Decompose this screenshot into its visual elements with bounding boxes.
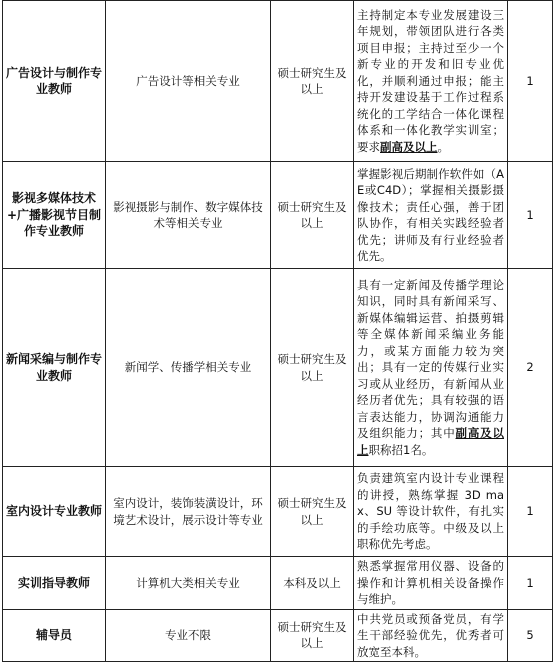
- recruitment-table: [2, 0, 553, 662]
- major-cell: 专业不限: [106, 609, 271, 662]
- major-cell: 计算机大类相关专业: [106, 557, 271, 610]
- position-cell: 辅导员: [3, 609, 106, 662]
- table-row: [3, 467, 553, 557]
- education-cell: 硕士研究生及以上: [271, 609, 354, 662]
- count-cell: 1: [508, 557, 553, 610]
- requirements-text: 主持制定本专业发展建设三年规划，带领团队进行各类项目申报；主持过至少一个新专业的开发和旧专业优化，并顺利通过申报；能主持开发建设基于工作过程系统化的工学结合一体化课程体系和一体化教学实训室；要求: [357, 7, 504, 154]
- education-cell: 硕士研究生及以上: [271, 269, 354, 467]
- position-cell: 室内设计专业教师: [3, 467, 106, 557]
- requirements-highlight: 副高及以上: [357, 426, 505, 457]
- table-row: [3, 269, 553, 467]
- requirements-text: 掌握影视后期制作软件如（AE或C4D）；掌握相关摄影摄像技术；责任心强，善于团队协作，有相关实践经验者优先；讲师及有行业经验者优先。: [357, 166, 504, 263]
- education-cell: 硕士研究生及以上: [271, 1, 354, 162]
- count-cell: 1: [508, 1, 553, 162]
- table-row: [3, 557, 553, 610]
- requirements-cell: [354, 269, 508, 467]
- requirements-cell: [354, 162, 508, 269]
- requirements-text: 中共党员或预备党员，有学生干部经验优先，优秀者可放宽至本科。: [357, 611, 504, 659]
- position-cell: 新闻采编与制作专业教师: [3, 269, 106, 467]
- requirements-cell: [354, 1, 508, 162]
- position-cell: 广告设计与制作专业教师: [3, 1, 106, 162]
- table-row: [3, 162, 553, 269]
- table-row: [3, 609, 553, 662]
- count-cell: 1: [508, 162, 553, 269]
- requirements-highlight: 副高及以上: [380, 139, 438, 154]
- requirements-text: 熟悉掌握常用仪器、设备的操作和计算机相关设备操作与维护。: [357, 559, 504, 606]
- requirements-cell: [354, 467, 508, 557]
- education-cell: 本科及以上: [271, 557, 354, 610]
- major-cell: 新闻学、传播学相关专业: [106, 269, 271, 467]
- count-cell: 5: [508, 609, 553, 662]
- requirements-suffix: 。: [437, 139, 449, 154]
- count-cell: 1: [508, 467, 553, 557]
- requirements-suffix: 职称招1名。: [368, 442, 434, 457]
- position-cell: 影视多媒体技术+广播影视节目制作专业教师: [3, 162, 106, 269]
- requirements-text: 负责建筑室内设计专业课程的讲授，熟练掌握 3D max、SU 等设计软件，有扎实的手绘功底等。中级及以上职称优先考虑。: [357, 471, 504, 552]
- requirements-text: 具有一定新闻及传播学理论知识，同时具有新闻采写、新媒体编辑运营、拍摄剪辑等全媒体新闻采编业务能力，或某方面能力较为突出；具有一定的传媒行业实习或从业经历，有新闻从业经历者优先；具有较强的语言表达能力，协调沟通能力及组织能力；其中: [357, 277, 504, 441]
- education-cell: 硕士研究生及以上: [271, 162, 354, 269]
- major-cell: 室内设计，装饰装潢设计，环境艺术设计，展示设计等专业: [106, 467, 271, 557]
- requirements-cell: [354, 557, 508, 610]
- count-cell: 2: [508, 269, 553, 467]
- position-cell: 实训指导教师: [3, 557, 106, 610]
- requirements-cell: [354, 609, 508, 662]
- major-cell: 广告设计等相关专业: [106, 1, 271, 162]
- education-cell: 硕士研究生及以上: [271, 467, 354, 557]
- table-row: [3, 1, 553, 162]
- major-cell: 影视摄影与制作、数字媒体技术等相关专业: [106, 162, 271, 269]
